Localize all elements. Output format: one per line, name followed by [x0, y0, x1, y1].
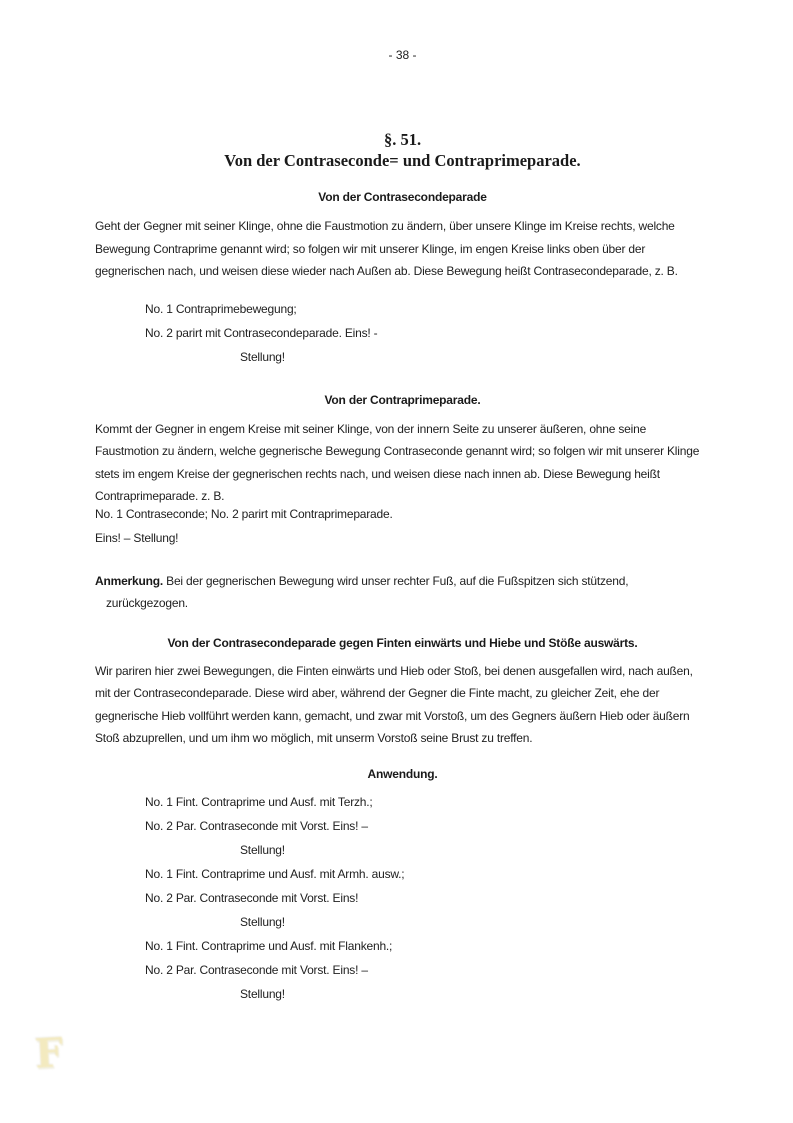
drill-line: No. 2 Par. Contraseconde mit Vorst. Eins! – — [145, 818, 368, 833]
drill-line-flush: Eins! – Stellung! — [95, 530, 179, 545]
subheading-gegen-finten: Von der Contrasecondeparade gegen Finten einwärts und Hiebe und Stöße auswärts. — [167, 635, 638, 650]
drill-line: No. 2 Par. Contraseconde mit Vorst. Eins! – — [145, 962, 368, 977]
paragraph-contraprimeparade: Kommt der Gegner in engem Kreise mit seiner Klinge, von der innern Seite zu unserer äußeren, ohne seine Faustmotion zu ändern, welche gegnerische Bewegung Contraseconde genannt wird; so folgen wir mit unserer Klinge stets im engem Kreise der gegnerischen rechts nach, und weisen diese nach innen ab. Diese Bewegung heißt Contraprimeparade. z. B. — [95, 421, 700, 503]
drill-line: No. 1 Fint. Contraprime und Ausf. mit Flankenh.; — [145, 938, 393, 953]
note-paragraph — [95, 570, 710, 614]
note-label: Anmerkung. — [95, 573, 164, 588]
drill-line: No. 1 Fint. Contraprime und Ausf. mit Armh. ausw.; — [145, 866, 405, 881]
anwendung-drill-list — [95, 790, 710, 1006]
stellung-line: Stellung! — [240, 914, 285, 929]
page-number: - 38 - — [388, 48, 417, 62]
section-number-heading: §. 51. — [383, 130, 422, 149]
drill-line: No. 2 Par. Contraseconde mit Vorst. Eins! — [145, 890, 359, 905]
drill-line: No. 1 Fint. Contraprime und Ausf. mit Terzh.; — [145, 794, 373, 809]
stellung-line: Stellung! — [240, 986, 285, 1001]
stellung-line: Stellung! — [240, 349, 285, 364]
paragraph-gegen-finten: Wir pariren hier zwei Bewegungen, die Finten einwärts und Hieb oder Stoß, bei denen ausgefallen wird, nach außen, mit der Contrasecondeparade. Diese wird aber, während der Gegner die Finte macht, zu gleicher Zeit, ehe der gegnerische Hieb vollführt werden kann, gemacht, und zwar mit Vorstoß, um des Gegners äußern Hieb oder äußern Stoß abzuprellen, und um ihm wo möglich, mit unserm Vorstoß seine Brust zu treffen. — [95, 663, 693, 745]
stellung-line: Stellung! — [240, 842, 285, 857]
paragraph-contrasecondeparade: Geht der Gegner mit seiner Klinge, ohne die Faustmotion zu ändern, über unsere Klinge im Kreise rechts, welche Bewegung Contraprime genannt wird; so folgen wir mit unserer Klinge, im engen Kreise links oben über der gegnerischen nach, und weisen diese wieder nach Außen ab. Diese Bewegung heißt Contrasecondeparade, z. B. — [95, 219, 678, 278]
note-text: Bei der gegnerischen Bewegung wird unser rechter Fuß, auf die Fußspitzen sich stützend, zurückgezogen. — [106, 573, 629, 610]
drill-line-flush: No. 1 Contraseconde; No. 2 parirt mit Contraprimeparade. — [95, 506, 393, 521]
watermark-stamp-icon: F — [33, 1029, 65, 1078]
drill-block-1 — [95, 297, 710, 369]
subheading-contrasecondeparade: Von der Contrasecondeparade — [318, 190, 487, 204]
subheading-contraprimeparade: Von der Contraprimeparade. — [324, 392, 481, 407]
drill-line: No. 1 Contraprimebewegung; — [145, 301, 297, 316]
section-title-heading: Von der Contraseconde= und Contraprimeparade. — [224, 151, 581, 170]
subheading-anwendung: Anwendung. — [367, 766, 438, 781]
drill-line: No. 2 parirt mit Contrasecondeparade. Eins! - — [145, 325, 378, 340]
